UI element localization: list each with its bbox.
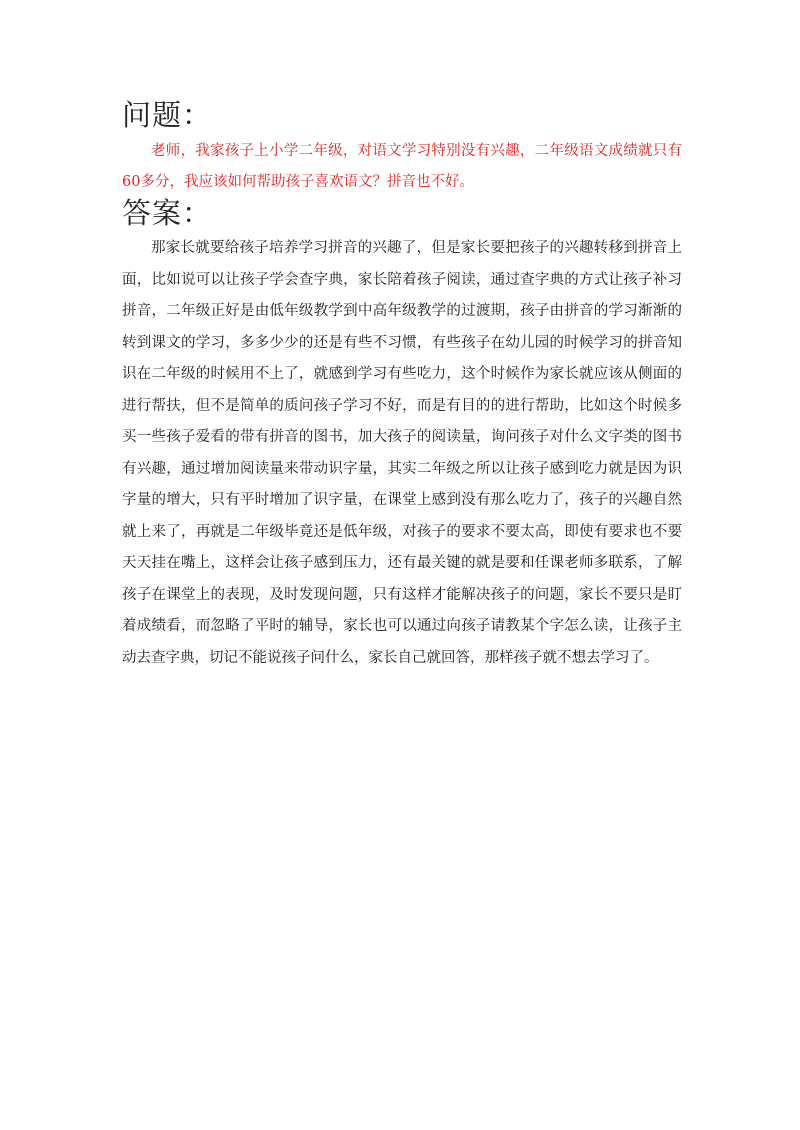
answer-text: 那家长就要给孩子培养学习拼音的兴趣了，但是家长要把孩子的兴趣转移到拼音上面，比如说可以让孩子学会查字典，家长陪着孩子阅读，通过查字典的方式让孩子补习拼音，二年级正好是由低年级教学到中高年级教学的过渡期，孩子由拼音的学习渐渐的转到课文的学习，多多少少的还是有些不习惯，有些孩子在幼儿园的时候学习的拼音知识在二年级的时候用不上了，就感到学习有些吃力，这个时候作为家长就应该从侧面的进行帮扶，但不是简单的质问孩子学习不好，而是有目的的进行帮助，比如这个时候多买一些孩子爱看的带有拼音的图书，加大孩子的阅读量，询问孩子对什么文字类的图书有兴趣，通过增加阅读量来带动识字量，其实二年级之所以让孩子感到吃力就是因为识字量的增大，只有平时增加了识字量，在课堂上感到没有那么吃力了，孩子的兴趣自然就上来了，再就是二年级毕竟还是低年级，对孩子的要求不要太高，即使有要求也不要天天挂在嘴上，这样会让孩子感到压力，还有最关键的就是要和任课老师多联系，了解孩子在课堂上的表现，及时发现问题，只有这样才能解决孩子的问题，家长不要只是盯着成绩看，而忽略了平时的辅导，家长也可以通过向孩子请教某个字怎么读，让孩子主动去查字典，切记不能说孩子问什么，家长自己就回答，那样孩子就不想去学习了。: [122, 240, 682, 666]
question-heading: 问题：: [122, 98, 213, 132]
answer-heading: 答案：: [122, 196, 213, 230]
question-text: 老师，我家孩子上小学二年级，对语文学习特别没有兴趣，二年级语文成绩就只有60多分，我应该如何帮助孩子喜欢语文？拼音也不好。: [122, 143, 682, 190]
